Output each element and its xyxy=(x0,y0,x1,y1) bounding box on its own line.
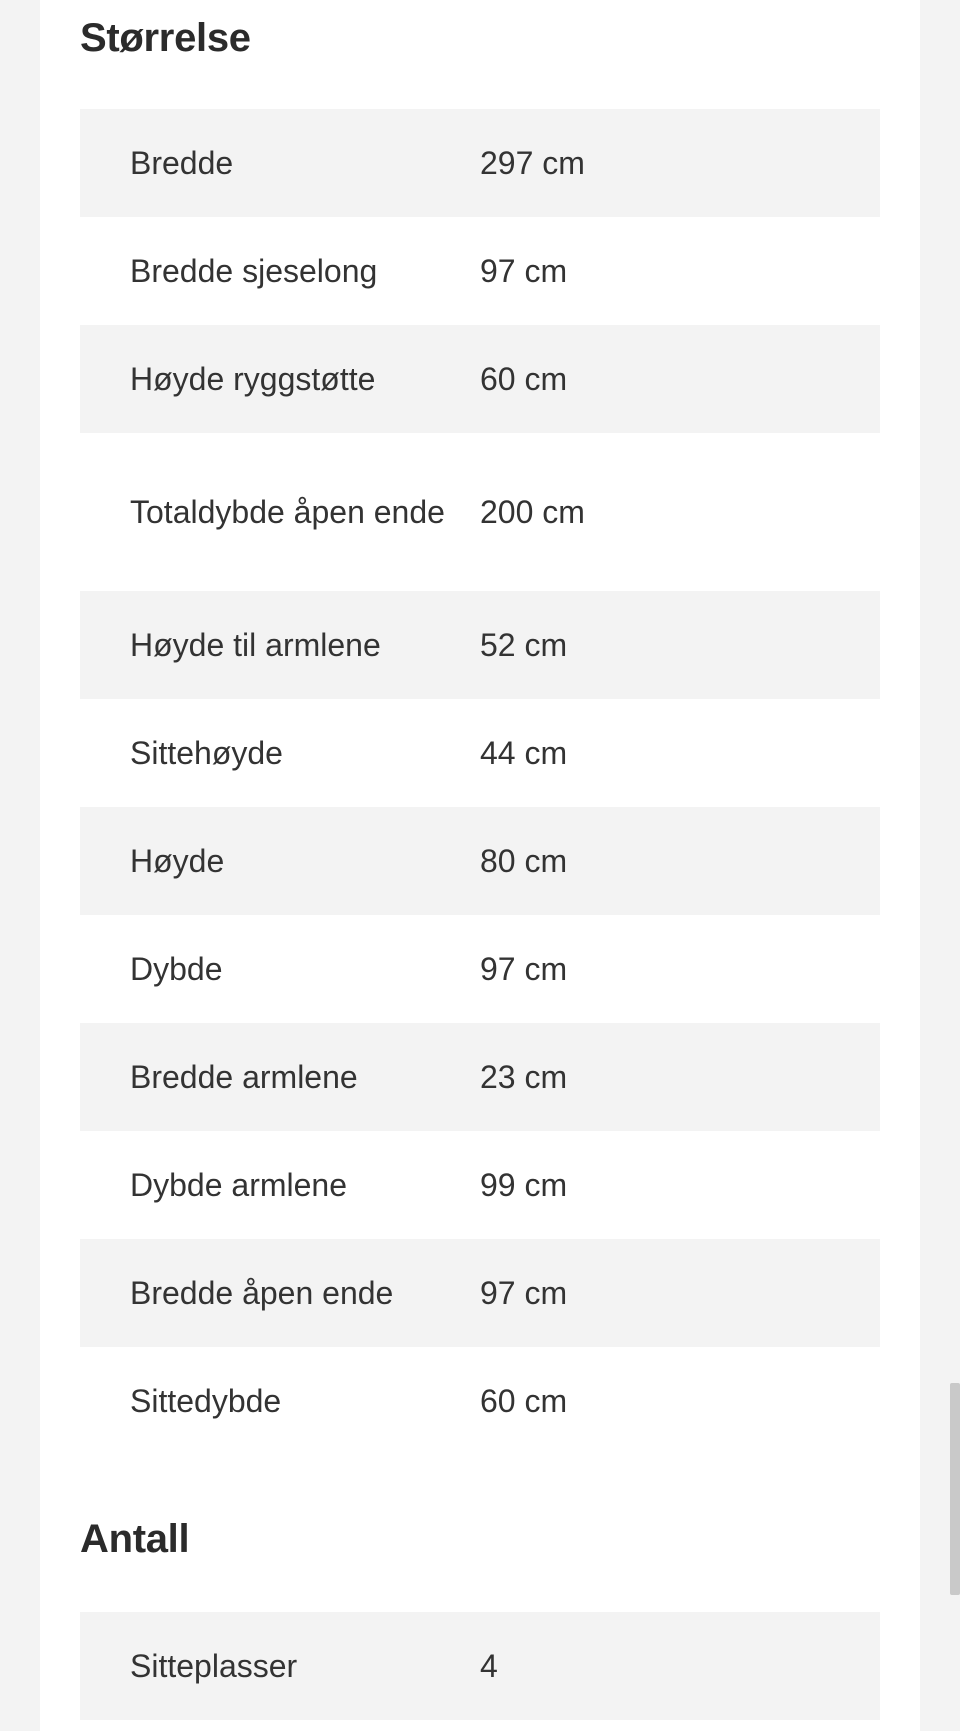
spec-label: Høyde til armlene xyxy=(130,627,381,663)
spec-label: Totaldybde åpen ende xyxy=(130,494,445,530)
section-title-count: Antall xyxy=(80,1517,190,1561)
spec-label: Bredde sjeselong xyxy=(130,253,378,289)
spec-label: Bredde xyxy=(130,145,234,181)
size-spec-table xyxy=(80,109,880,1455)
spec-row-totaldybde-apen-ende xyxy=(80,433,880,591)
spec-value: 60 cm xyxy=(480,1383,568,1419)
spec-row-hoyde-til-armlene xyxy=(80,591,880,699)
spec-row-dybde xyxy=(80,915,880,1023)
spec-row-sittehoyde xyxy=(80,699,880,807)
spec-value: 99 cm xyxy=(480,1167,568,1203)
page-scrollbar-thumb[interactable] xyxy=(950,1383,960,1595)
spec-value: 97 cm xyxy=(480,951,568,987)
spec-value: 60 cm xyxy=(480,361,568,397)
spec-label: Sitteplasser xyxy=(130,1648,298,1684)
spec-value: 52 cm xyxy=(480,627,568,663)
spec-label: Dybde xyxy=(130,951,223,987)
spec-label: Høyde ryggstøtte xyxy=(130,361,376,397)
section-title-size: Størrelse xyxy=(80,16,251,60)
spec-value: 44 cm xyxy=(480,735,568,771)
spec-row-sittedybde xyxy=(80,1347,880,1455)
spec-label: Bredde armlene xyxy=(130,1059,358,1095)
count-spec-table xyxy=(80,1612,880,1720)
spec-value: 4 xyxy=(480,1648,498,1684)
spec-row-bredde-armlene xyxy=(80,1023,880,1131)
spec-label: Bredde åpen ende xyxy=(130,1275,394,1311)
spec-label: Dybde armlene xyxy=(130,1167,347,1203)
spec-row-hoyde-ryggstotte xyxy=(80,325,880,433)
spec-value: 200 cm xyxy=(480,494,585,530)
spec-label: Sittedybde xyxy=(130,1383,282,1419)
spec-row-bredde-sjeselong xyxy=(80,217,880,325)
spec-row-bredde-apen-ende xyxy=(80,1239,880,1347)
spec-row-bredde xyxy=(80,109,880,217)
spec-row-hoyde xyxy=(80,807,880,915)
spec-value: 97 cm xyxy=(480,253,568,289)
spec-value: 23 cm xyxy=(480,1059,568,1095)
spec-value: 80 cm xyxy=(480,843,568,879)
spec-row-sitteplasser xyxy=(80,1612,880,1720)
spec-label: Sittehøyde xyxy=(130,735,283,771)
spec-value: 297 cm xyxy=(480,145,585,181)
spec-value: 97 cm xyxy=(480,1275,568,1311)
spec-label: Høyde xyxy=(130,843,225,879)
product-specs-card xyxy=(40,0,920,1731)
spec-row-dybde-armlene xyxy=(80,1131,880,1239)
